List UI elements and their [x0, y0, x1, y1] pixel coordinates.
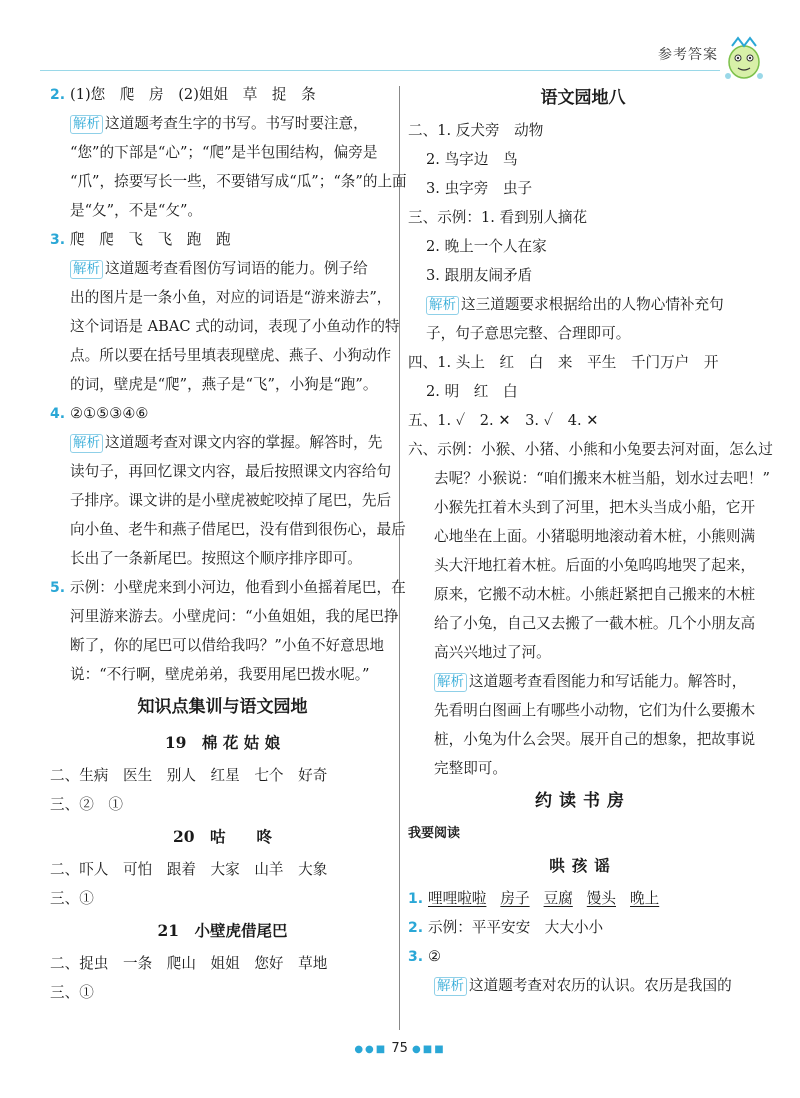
right-liu-analysis: 桩，小兔为什么会哭。展开自己的想象，把故事说: [434, 731, 756, 748]
analysis-tag: 解析: [70, 434, 103, 453]
q4-analysis-line: 解析 这道题考查对课文内容的掌握。解答时，先: [50, 428, 395, 457]
right-san-line: 2. 晚上一个人在家: [426, 238, 547, 255]
analysis-tag: 解析: [70, 260, 103, 279]
right-er-line: 3. 虫字旁 虫子: [426, 180, 533, 197]
yuwen-yuandi-title: 语文园地八: [540, 88, 626, 108]
right-san-line: 3. 跟朋友闹矛盾: [426, 267, 533, 284]
q3-analysis-line: 的词，壁虎是“爬”，燕子是“飞”，小狗是“跑”。: [70, 376, 378, 393]
analysis-tag: 解析: [434, 673, 467, 692]
right-liu-line: 原来，它搬不动木桩。小熊赶紧把自己搬来的木桩: [434, 586, 756, 603]
left-column: [50, 80, 407, 1007]
right-san-line: 三、示例：1. 看到别人摘花: [408, 209, 588, 226]
q5-answer: 5. 示例：小壁虎来到小河边，他看到小鱼摇着尾巴，在: [50, 579, 406, 596]
q2-analysis-line: 解析 这道题考查生字的书写。书写时要注意，: [50, 109, 395, 138]
q4-analysis-line: 长出了一条新尾巴。按照这个顺序排序即可。: [70, 550, 362, 567]
lesson-21-er: 二、捉虫 一条 爬山 姐姐 您好 草地: [50, 955, 328, 972]
q3-analysis-line: 这个词语是 ABAC 式的动词，表现了小鱼动作的特: [70, 318, 400, 335]
reading-room-title: 约读书房: [535, 791, 631, 811]
mascot-icon: [720, 32, 768, 84]
right-liu-line: 六、示例：小猴、小猪、小熊和小兔要去河对面，怎么过: [408, 441, 773, 458]
right-si-line: 2. 明 红 白: [426, 383, 518, 400]
right-liu-analysis: 完整即可。: [434, 760, 507, 777]
lesson-20-san: 三、①: [50, 890, 94, 907]
section-title: 知识点集训与语文园地: [137, 697, 308, 717]
q2-answer: 2. (1)您 爬 房 (2)姐姐 草 捉 条: [50, 86, 316, 103]
footer-dots-left: ●●■: [354, 1044, 388, 1055]
right-liu-analysis: 解析 这道题考查看图能力和写话能力。解答时，: [408, 667, 758, 696]
right-er-line: 2. 鸟字边 鸟: [426, 151, 518, 168]
q3-answer: 3. 爬 爬 飞 飞 跑 跑: [50, 231, 231, 248]
q4-analysis-line: 子排序。课文讲的是小壁虎被蛇咬掉了尾巴，先后: [70, 492, 392, 509]
page-number: 75: [391, 1041, 408, 1056]
reading-q2: 2. 示例：平平安安 大大小小: [408, 919, 604, 936]
right-liu-line: 去呢？小猴说：“咱们搬来木桩当船，划水过去吧！”: [434, 470, 770, 487]
poem-title: 哄孩谣: [549, 856, 617, 875]
right-liu-analysis: 先看明白图画上有哪些小动物，它们为什么要搬木: [434, 702, 756, 719]
right-liu-line: 给了小兔，自己又去搬了一截木桩。几个小朋友高: [434, 615, 756, 632]
q4-analysis-line: 向小鱼、老牛和燕子借尾巴，没有借到很伤心，最后: [70, 521, 406, 538]
reading-q3-analysis: 解析 这道题考查对农历的认识。农历是我国的: [408, 971, 758, 1000]
header-rule: [40, 70, 720, 71]
q4-analysis-line: 读句子，再回忆课文内容，最后按照课文内容给句: [70, 463, 392, 480]
right-wu-line: 五、1. ✓ 2. ✕ 3. ✓ 4. ✕: [408, 412, 599, 429]
reading-q3: 3. ②: [408, 948, 442, 965]
lesson-19-er: 二、生病 医生 别人 红星 七个 好奇: [50, 767, 328, 784]
q5-answer-line: 河里游来游去。小壁虎问：“小鱼姐姐，我的尾巴挣: [70, 608, 399, 625]
right-san-analysis: 子，句子意思完整、合理即可。: [426, 325, 631, 342]
reading-subtitle: 我要阅读: [408, 826, 461, 841]
header-label: 参考答案: [658, 47, 718, 63]
right-si-line: 四、1. 头上 红 白 来 平生 千门万户 开: [408, 354, 719, 371]
q2-analysis-line: “爪”，捺要写长一些，不要错写成“瓜”；“条”的上面: [70, 173, 407, 190]
right-liu-line: 高兴兴地过了河。: [434, 644, 551, 661]
right-san-analysis: 解析 这三道题要求根据给出的人物心情补充句: [408, 290, 758, 319]
lesson-19-san: 三、② ①: [50, 796, 123, 813]
q3-analysis-line: 出的图片是一条小鱼，对应的词语是“游来游去”，: [70, 289, 392, 306]
analysis-tag: 解析: [70, 115, 103, 134]
column-divider: [399, 86, 400, 1030]
right-liu-line: 小猴先扛着木头到了河里，把木头当成小船，它开: [434, 499, 756, 516]
right-liu-line: 头大汗地扛着木桩。后面的小兔呜呜地哭了起来，: [434, 557, 756, 574]
lesson-21-title: 21 小壁虎借尾巴: [157, 921, 288, 940]
footer-dots-right: ●■■: [412, 1044, 446, 1055]
reading-q1: 1. 哩哩啦啦 房子 豆腐 馒头 晚上: [408, 890, 660, 907]
q5-answer-line: 断了，你的尾巴可以借给我吗？”小鱼不好意思地: [70, 637, 384, 654]
lesson-19-title: 19 棉 花 姑 娘: [164, 733, 281, 752]
lesson-21-san: 三、①: [50, 984, 94, 1001]
q2-analysis-line: “您”的下部是“心”；“爬”是半包围结构，偏旁是: [70, 144, 378, 161]
right-er-line: 二、1. 反犬旁 动物: [408, 122, 544, 139]
q3-analysis-line: 点。所以要在括号里填表现壁虎、燕子、小狗动作: [70, 347, 392, 364]
page-footer: [0, 1041, 800, 1056]
right-column: [408, 80, 773, 1000]
lesson-20-title: 20 咕 咚: [172, 827, 273, 846]
q5-answer-line: 说：“不行啊，壁虎弟弟，我要用尾巴拨水呢。”: [70, 666, 370, 683]
q2-analysis-line: 是“夂”，不是“攵”。: [70, 202, 202, 219]
lesson-20-er: 二、吓人 可怕 跟着 大家 山羊 大象: [50, 861, 328, 878]
q3-analysis-line: 解析 这道题考查看图仿写词语的能力。例子给: [50, 254, 395, 283]
analysis-tag: 解析: [434, 977, 467, 996]
q4-answer: 4. ②①⑤③④⑥: [50, 405, 149, 422]
analysis-tag: 解析: [426, 296, 459, 315]
right-liu-line: 心地坐在上面。小猪聪明地滚动着木桩，小熊则满: [434, 528, 756, 545]
